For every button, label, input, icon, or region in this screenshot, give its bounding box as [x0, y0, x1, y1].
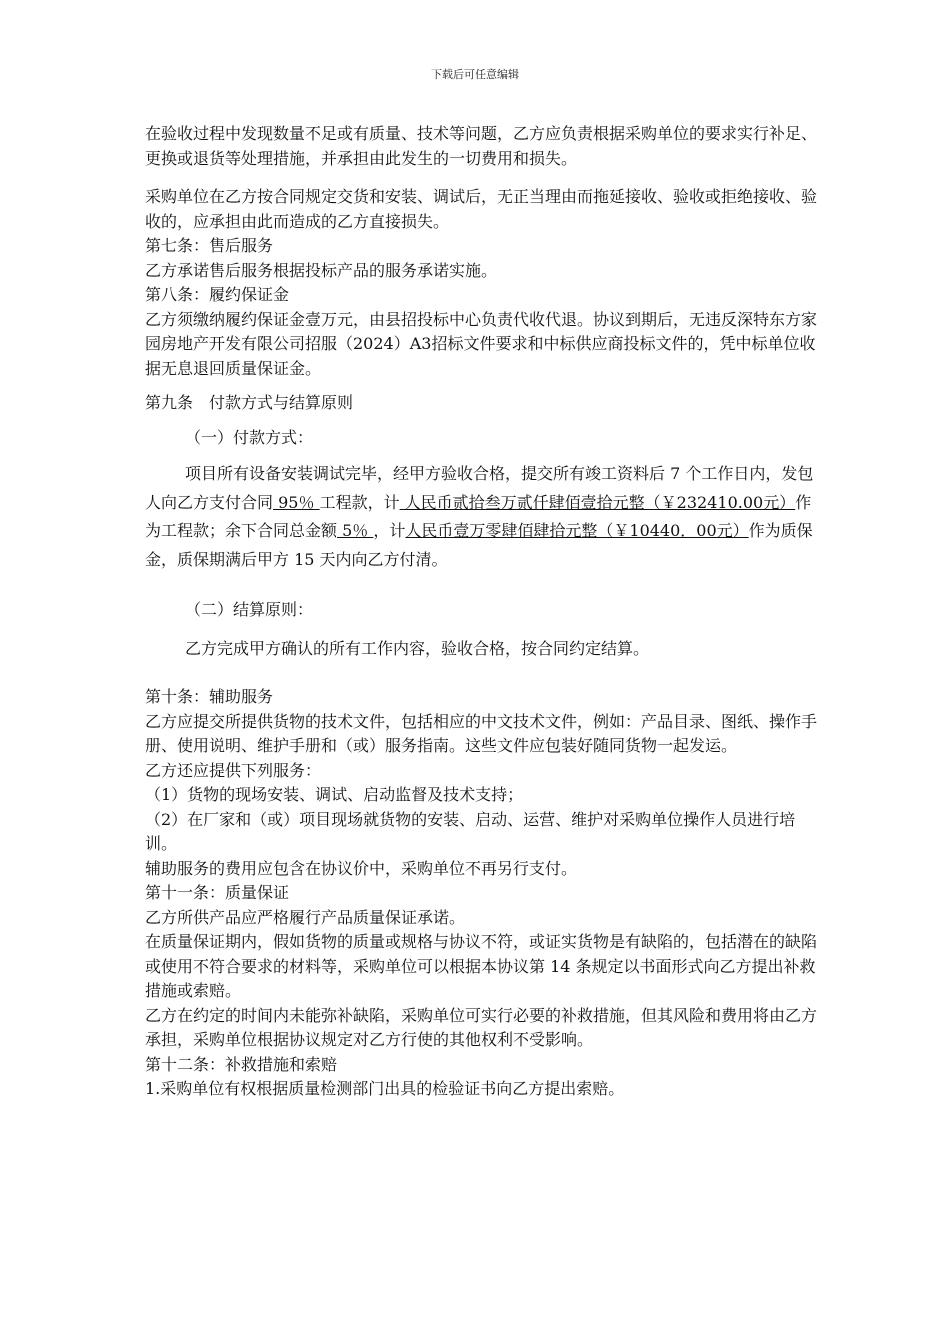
- article-10-title: 第十条：辅助服务: [145, 687, 274, 706]
- article-9-settlement-text: 乙方完成甲方确认的所有工作内容，验收合格，按合同约定结算。: [185, 638, 650, 658]
- payment-text-part: 项目所有设备安装调试完毕，经甲方验收合格，提交所有竣工资料后 7 个工作日内，发包人向乙方支付合同: [145, 464, 814, 512]
- payment-text-part: ，计: [373, 521, 406, 540]
- article-10-services: 乙方还应提供下列服务：: [145, 760, 322, 780]
- payment-percent: 95％: [273, 492, 320, 512]
- article-9-settlement-heading: （二）结算原则：: [185, 600, 314, 619]
- retention-amount: 人民币壹万零肆佰肆拾元整（￥10440．00元）: [405, 521, 749, 540]
- payment-text-part: 作为工程款；余下合同总金额: [145, 492, 812, 540]
- article-11-text-1: 乙方所供产品应严格履行产品质量保证承诺。: [145, 907, 466, 927]
- article-12-item-1: 1.采购单位有权根据质量检测部门出具的检验证书向乙方提出索赔。: [145, 1079, 625, 1098]
- article-9-payment-text: [145, 460, 825, 574]
- article-11-title: 第十一条：质量保证: [145, 883, 290, 902]
- page-header: 下载后可任意编辑: [431, 68, 519, 81]
- article-7-title: 第七条：售后服务: [145, 236, 274, 255]
- article-7-text: 乙方承诺售后服务根据投标产品的服务承诺实施。: [145, 260, 498, 280]
- article-10-text: 乙方应提交所提供货物的技术文件，包括相应的中文技术文件，例如：产品目录、图纸、操作手册、使用说明、维护手册和（或）服务指南。这些文件应包装好随同货物一起发运。: [145, 711, 818, 755]
- payment-text-part: 工程款，计: [319, 492, 400, 512]
- payment-amount: 人民币贰拾叁万贰仟肆佰壹拾元整（￥232410.00元）: [399, 492, 796, 512]
- article-8-text: 乙方须缴纳履约保证金壹万元，由县招投标中心负责代收代退。协议到期后，无违反深特东方家园房地产开发有限公司招服（2024）A3招标文件要求和中标供应商投标文件的，凭中标单位收据无息退回质量保证金。: [145, 309, 818, 378]
- article-10-fee: 辅助服务的费用应包含在协议价中，采购单位不再另行支付。: [145, 858, 578, 878]
- article-10-item-1: （1）货物的现场安装、调试、启动监督及技术支持；: [145, 785, 524, 804]
- article-11-text-2: 在质量保证期内，假如货物的质量或规格与协议不符，或证实货物是有缺陷的，包括潜在的缺陷或使用不符合要求的材料等，采购单位可以根据本协议第 14 条规定以书面形式向乙方提出补救措施或索赔。: [145, 932, 818, 1000]
- article-8-title: 第八条：履约保证金: [145, 285, 290, 304]
- paragraph-acceptance-delay: 采购单位在乙方按合同规定交货和安装、调试后，无正当理由而拖延接收、验收或拒绝接收、验收的，应承担由此而造成的乙方直接损失。: [145, 187, 818, 231]
- payment-text-part: 作为质保金，质保期满后甲方 15 天内向乙方付清。: [145, 521, 813, 569]
- paragraph-acceptance-issues: 在验收过程中发现数量不足或有质量、技术等问题，乙方应负责根据采购单位的要求实行补足、更换或退货等处理措施，并承担由此发生的一切费用和损失。: [145, 124, 818, 168]
- article-11-text-3: 乙方在约定的时间内未能弥补缺陷，采购单位可实行必要的补救措施，但其风险和费用将由乙方承担，采购单位根据协议规定对乙方行使的其他权利不受影响。: [145, 1005, 818, 1049]
- article-9-title: 第九条 付款方式与结算原则: [145, 393, 354, 412]
- article-12-title: 第十二条：补救措施和索赔: [145, 1054, 338, 1074]
- document-body: [145, 122, 825, 1102]
- article-10-item-2: （2）在厂家和（或）项目现场就货物的安装、启动、运营、维护对采购单位操作人员进行培训。: [145, 809, 796, 853]
- retention-percent: 5％: [337, 521, 374, 540]
- article-9-payment-heading: （一）付款方式：: [185, 427, 314, 447]
